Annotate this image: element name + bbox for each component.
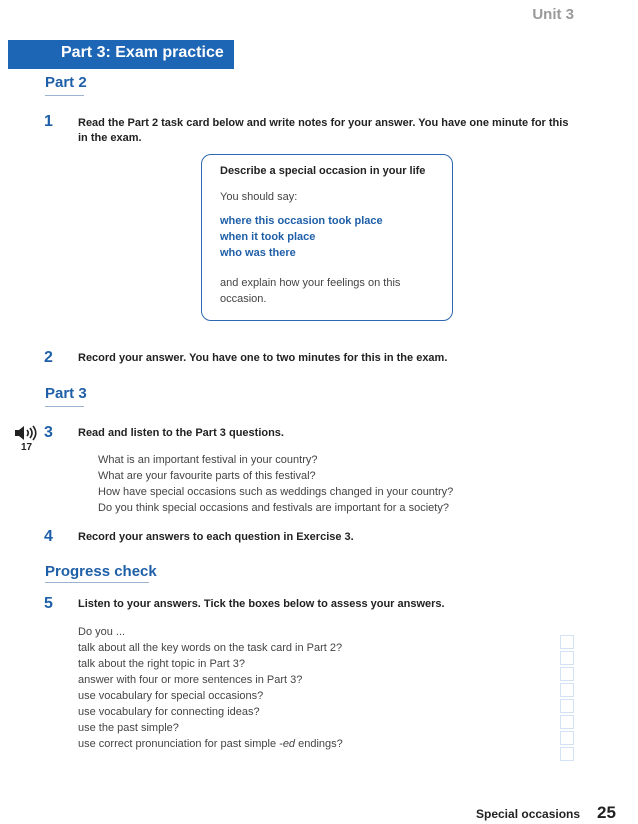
tick-box[interactable] — [560, 731, 574, 745]
progress-heading: Progress check — [45, 563, 157, 580]
audio-track-number: 17 — [21, 442, 33, 453]
checklist-item — [78, 736, 548, 752]
task-card-title: Describe a special occasion in your life — [220, 165, 426, 177]
footer-chapter-label: Special occasions — [476, 807, 581, 821]
question-item: What is an important festival in your country? — [98, 454, 318, 466]
question-item: How have special occasions such as weddings changed in your country? — [98, 486, 454, 498]
task-card-point: where this occasion took place — [220, 215, 383, 227]
exercise-1-number: 1 — [44, 113, 53, 130]
exercise-4-instruction: Record your answers to each question in Exercise 3. — [78, 531, 354, 543]
exercise-3-instruction: Read and listen to the Part 3 questions. — [78, 427, 284, 439]
tick-box[interactable] — [560, 667, 574, 681]
checklist-item-ed-ending: -ed — [279, 738, 296, 750]
checklist-item-text-end: endings? — [295, 738, 343, 750]
task-card — [201, 154, 453, 321]
part2-heading-rule — [45, 95, 84, 96]
unit-label: Unit 3 — [532, 6, 574, 23]
task-card-prompt: You should say: — [220, 191, 298, 203]
task-card-point: when it took place — [220, 231, 316, 243]
checklist — [78, 624, 548, 752]
tick-box[interactable] — [560, 635, 574, 649]
question-item: What are your favourite parts of this festival? — [98, 470, 316, 482]
checklist-item-text: use correct pronunciation for past simple — [78, 738, 280, 750]
checklist-item: answer with four or more sentences in Part 3? — [78, 674, 303, 686]
tick-box[interactable] — [560, 699, 574, 713]
part3-heading-rule — [45, 406, 84, 407]
task-card-point: who was there — [220, 247, 296, 259]
exercise-4-number: 4 — [44, 528, 53, 545]
checklist-item: talk about all the key words on the task card in Part 2? — [78, 642, 343, 654]
progress-heading-rule — [45, 582, 149, 583]
exercise-5-number: 5 — [44, 595, 53, 612]
tick-box[interactable] — [560, 747, 574, 761]
part3-heading: Part 3 — [45, 385, 87, 402]
tick-box[interactable] — [560, 683, 574, 697]
checklist-item: use vocabulary for special occasions? — [78, 690, 264, 702]
checklist-item: use vocabulary for connecting ideas? — [78, 706, 260, 718]
exercise-1-instruction: Read the Part 2 task card below and write notes for your answer. You have one minute for this in the exam. — [78, 117, 569, 144]
tick-box-column — [560, 635, 576, 763]
exercise-2-instruction: Record your answer. You have one to two minutes for this in the exam. — [78, 352, 448, 364]
question-list — [98, 452, 558, 516]
checklist-intro: Do you ... — [78, 626, 126, 638]
tick-box[interactable] — [560, 651, 574, 665]
banner-title: Part 3: Exam practice — [8, 40, 234, 69]
exercise-2-number: 2 — [44, 349, 53, 366]
task-card-explain: and explain how your feelings on this occasion. — [220, 277, 401, 305]
checklist-item: use the past simple? — [78, 722, 179, 734]
question-item: Do you think special occasions and festivals are important for a society? — [98, 502, 449, 514]
page-number: 25 — [597, 803, 616, 822]
exercise-3-number: 3 — [44, 424, 53, 441]
tick-box[interactable] — [560, 715, 574, 729]
exercise-5-instruction: Listen to your answers. Tick the boxes below to assess your answers. — [78, 598, 445, 610]
checklist-item: talk about the right topic in Part 3? — [78, 658, 245, 670]
part2-heading: Part 2 — [45, 74, 87, 91]
